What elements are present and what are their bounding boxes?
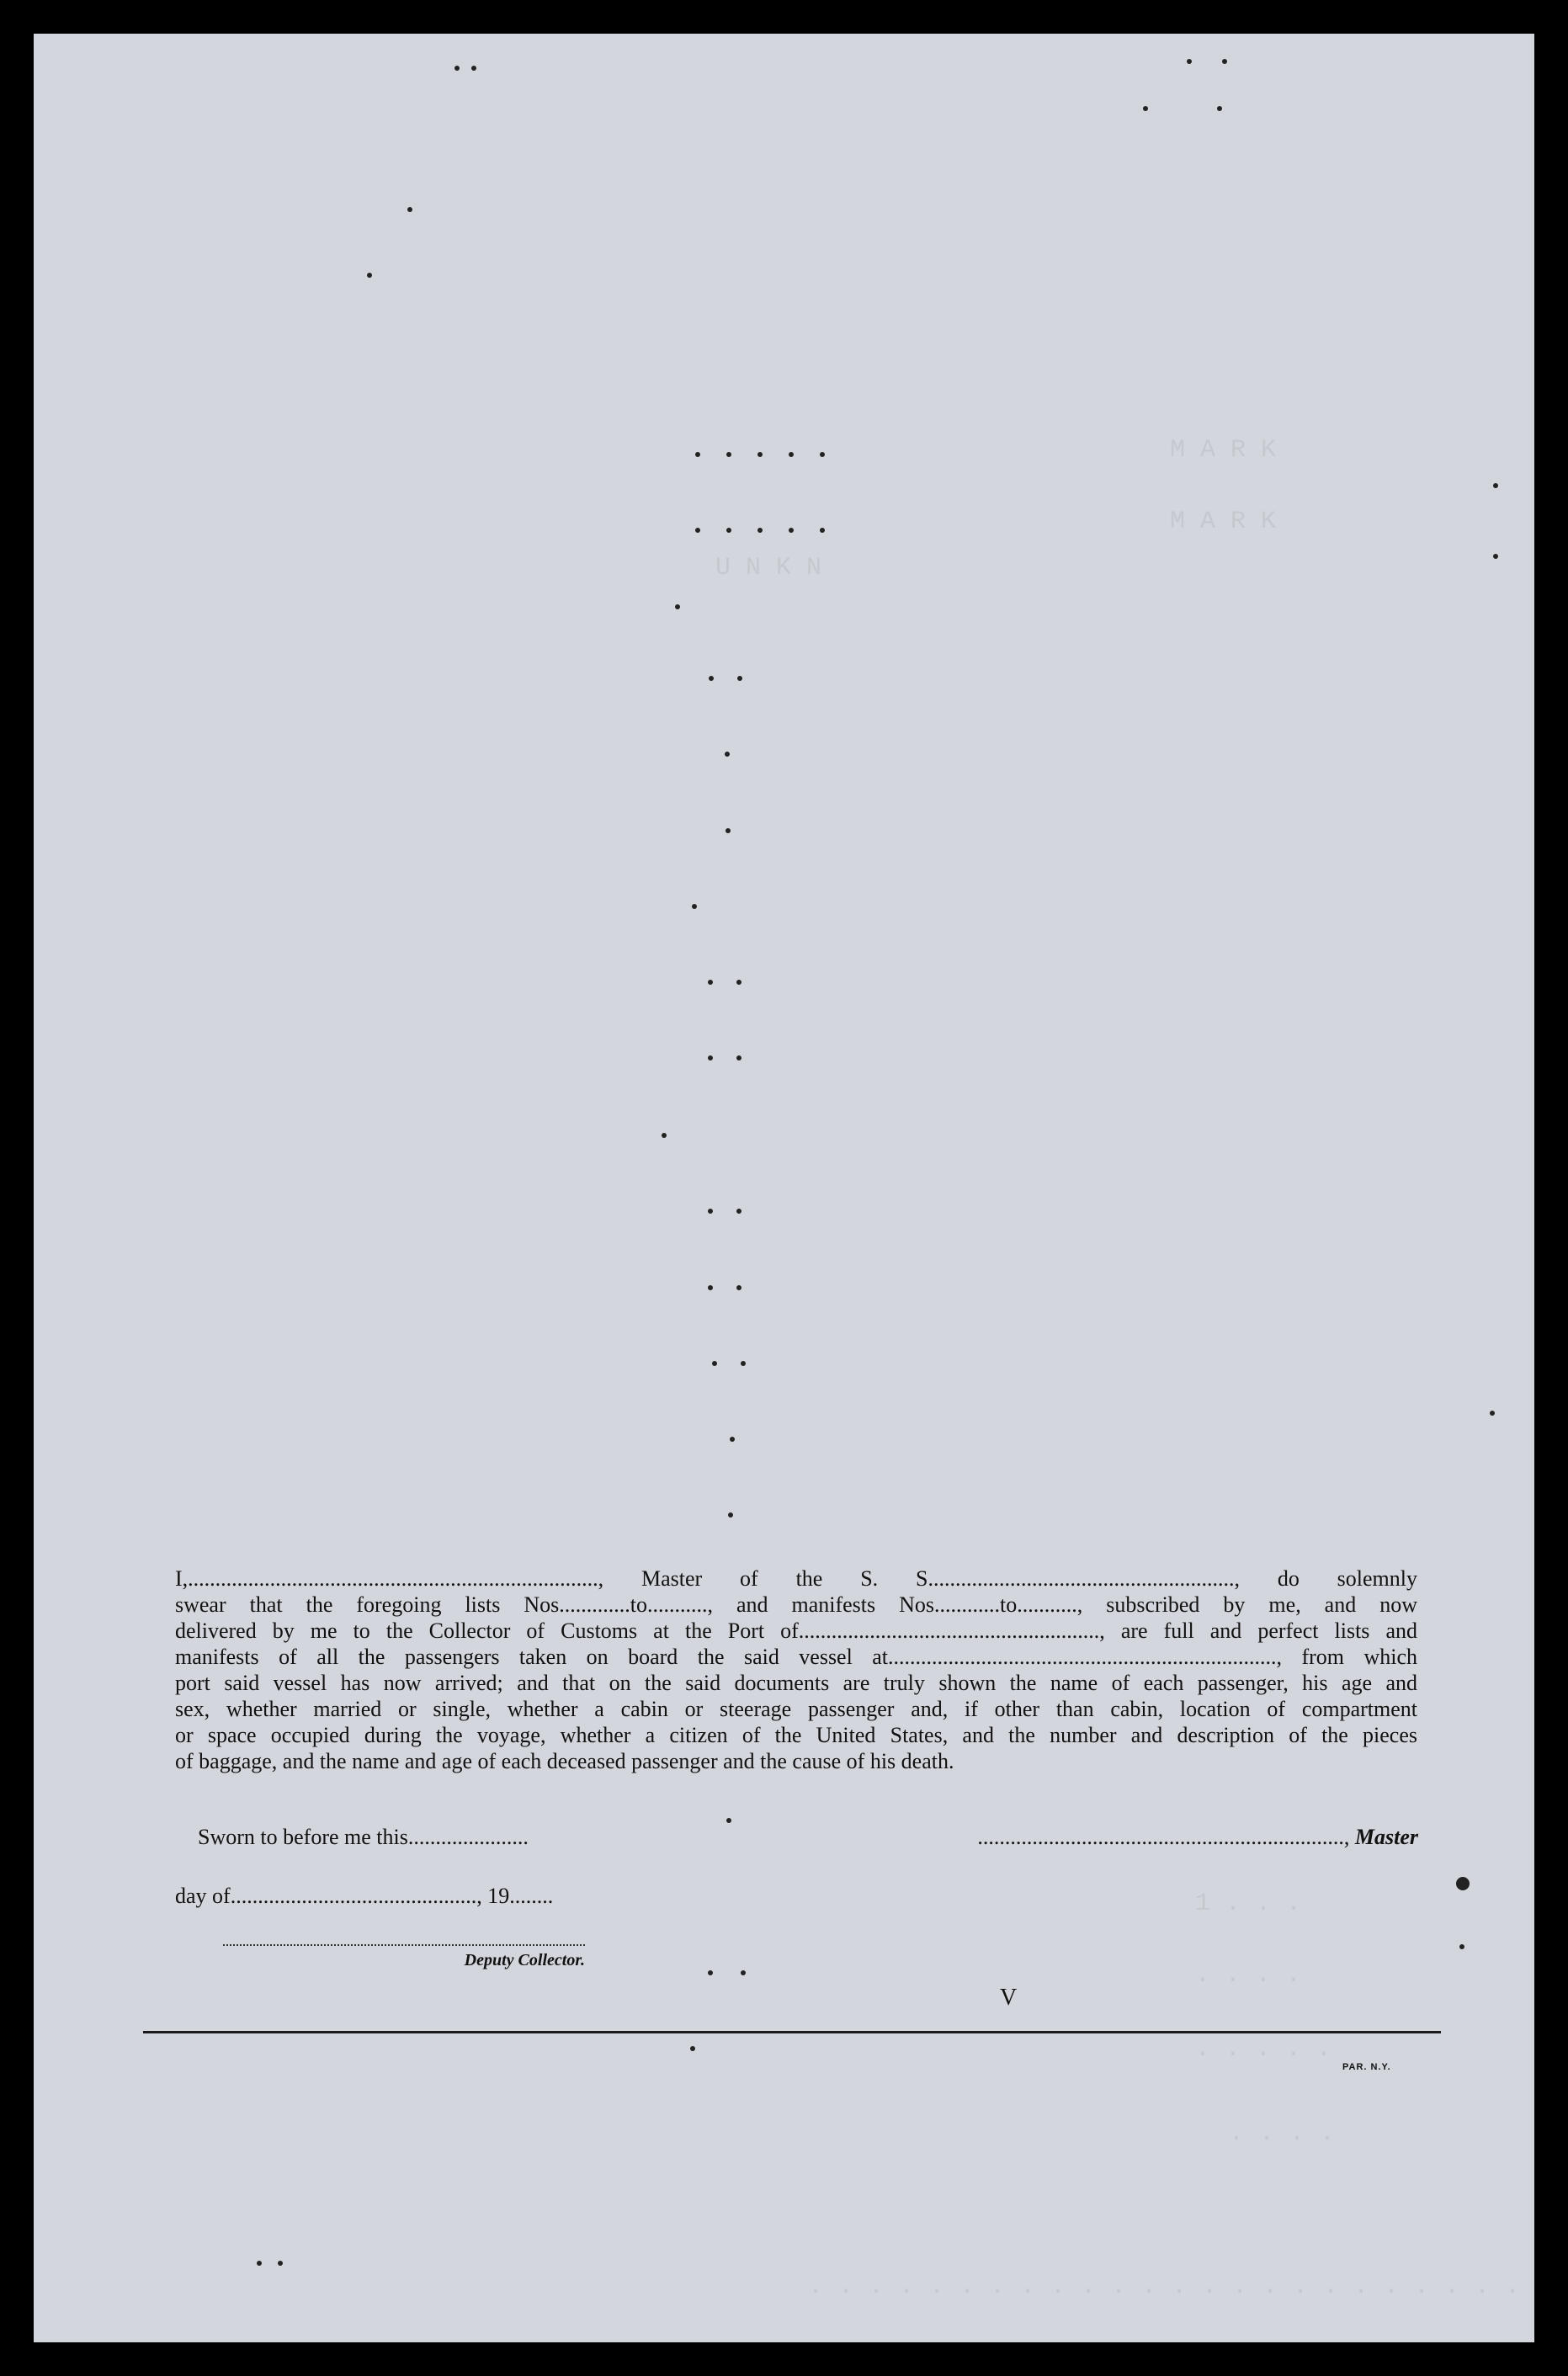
master-signature-line <box>901 1825 1418 1850</box>
day-of-line: day of............................................., 19........ <box>175 1884 554 1908</box>
oath-line: or space occupied during the voyage, whether a citizen of the United States, and the number and description of the pieces <box>175 1723 1417 1747</box>
page-divider-rule <box>143 2031 1441 2033</box>
master-oath-paragraph <box>175 1565 1417 1774</box>
oath-line: swear that the foregoing lists Nos.............to..........., and manifests Nos............to..........., subscribed by me, and now <box>175 1592 1417 1617</box>
manifest-page: M A R K M A R K U N K N 1 . . . . . . . . . . . . . . . . . . . . . . . . . . . . . . . . . . . . . . . . I,..........................................................................., Master of the S. S........................................................, do solemnly swear that the foregoing lists Nos.............to..........., and manifests Nos............to..........., subscribed by me, and now delivered by me to the Collector of Customs at the Port of......................................................., are full and perfect lists and manifests of all the passengers taken on board the said vessel at......................................................................., from which port said vessel has now arrived; and that on the said documents are truly shown the name of each passenger, his age and sex, whether married or single, whether a cabin or steerage passenger and, if other than cabin, location of compartment or space occupied during the voyage, whether a citizen of the United States, and the number and description of the pieces of baggage, and the name and age of each deceased passenger and the cause of his death. Sworn to before me this...................... ..................................................................., Master day of............................................., 19........ Deputy Collector. V PAR. N.Y. <box>34 34 1534 2342</box>
deputy-collector-signature-line <box>223 1936 585 1946</box>
master-signature-dots: ..................................................................., <box>977 1825 1350 1849</box>
sworn-before-line: Sworn to before me this...................... <box>198 1825 529 1849</box>
oath-line: port said vessel has now arrived; and that on the said documents are truly shown the name of each passenger, his age and <box>175 1671 1417 1695</box>
v-mark: V <box>1000 1985 1018 2011</box>
oath-line: delivered by me to the Collector of Customs at the Port of......................................................., are full and perfect lists and <box>175 1619 1417 1643</box>
oath-line: manifests of all the passengers taken on board the said vessel at......................................................................., from which <box>175 1645 1417 1669</box>
deputy-collector-label: Deputy Collector. <box>464 1951 585 1969</box>
oath-line: sex, whether married or single, whether a cabin or steerage passenger and, if other than cabin, location of compartment <box>175 1697 1417 1721</box>
oath-line: I,..........................................................................., Master of the S. S........................................................, do solemnly <box>175 1566 1417 1591</box>
master-label: Master <box>1354 1825 1418 1849</box>
printer-mark: PAR. N.Y. <box>1342 2062 1391 2072</box>
oath-line: of baggage, and the name and age of each deceased passenger and the cause of his death. <box>175 1749 954 1773</box>
